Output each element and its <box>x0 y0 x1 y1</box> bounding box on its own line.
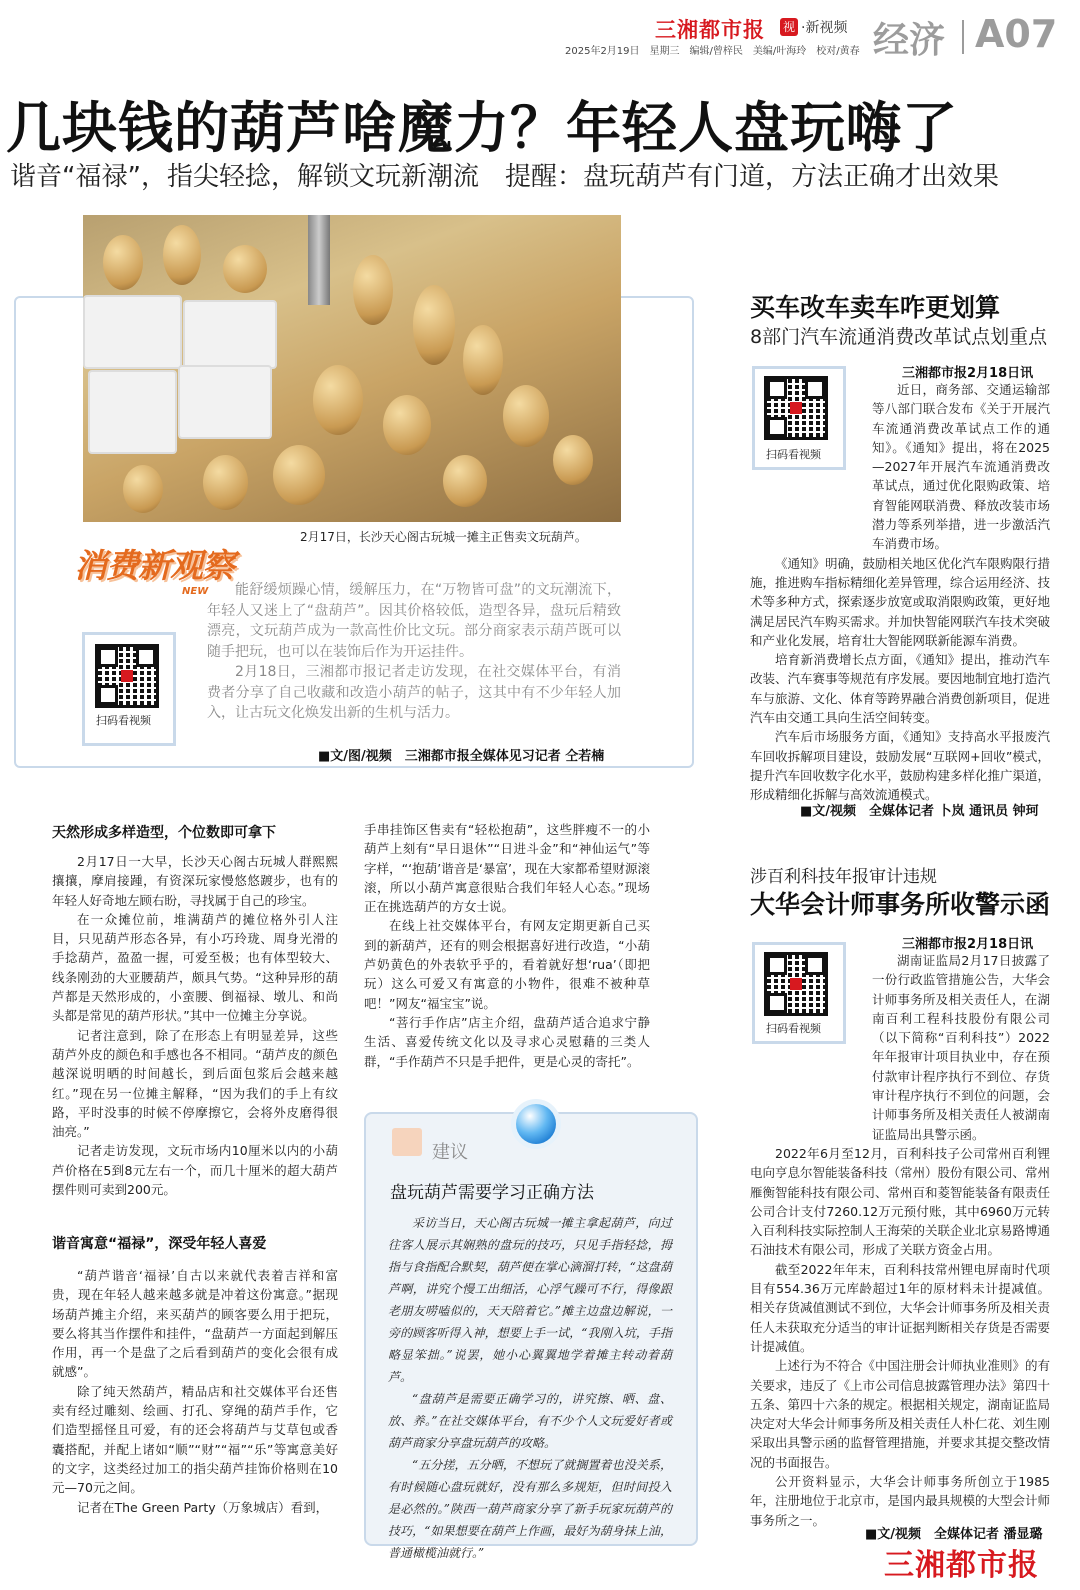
body-paragraph: 公开资料显示，大华会计师事务所创立于1985年，注册地位于北京市，是国内最具规模的大型会计师事务所之一。 <box>750 1474 1051 1528</box>
qr-label: 扫码看视频 <box>766 1022 821 1035</box>
photo-caption: 2月17日，长沙天心阁古玩城一摊主正售卖文玩葫芦。 <box>300 530 587 544</box>
intro-paragraph: 2月18日，三湘都市报记者走访发现，在社交媒体平台，有消费者分享了自己收藏和改造小葫芦的帖子，这其中有不少年轻人加入，让古玩文化焕发出新的生机与活力。 <box>207 664 621 721</box>
gourd-stall-photo <box>83 215 621 522</box>
suggestion-title: 盘玩葫芦需要学习正确方法 <box>390 1183 594 1203</box>
audit-byline: ■文/视频 全媒体记者 潘显璐 <box>865 1527 1043 1542</box>
qr-logo-icon <box>121 670 133 682</box>
gourd <box>383 395 431 455</box>
car-article-body <box>750 380 1050 805</box>
suggestion-paragraph: “盘葫芦是需要正确学习的，讲究擦、晒、盘、放、养。”在社交媒体平台，有不少个人文玩爱好者或葫芦商家分享盘玩葫芦的攻略。 <box>388 1392 672 1450</box>
body-paragraph: “菩行手作店”店主介绍，盘葫芦适合追求宁静生活、喜爱传统文化以及寻求心灵慰藉的三类人群，“手作葫芦不只是手把件，更是心灵的寄托”。 <box>364 1014 650 1069</box>
audit-dateline: 三湘都市报2月18日讯 <box>902 937 1034 952</box>
gourd <box>123 465 163 513</box>
photo-tray <box>88 370 177 454</box>
photo-tray <box>178 365 272 439</box>
body-paragraph: 汽车后市场服务方面，《通知》支持高水平报废汽车回收拆解项目建设，鼓励发展“互联网+回收”模式，提升汽车回收数字化水平，鼓励构建多样化推广渠道，形成精细化拆解与高效流通模式。 <box>750 729 1051 803</box>
car-byline: ■文/视频 全媒体记者 卜岚 通讯员 钟珂 <box>800 804 1039 819</box>
car-article-subtitle: 8部门汽车流通消费改革试点划重点 <box>750 326 1048 348</box>
audit-article-body <box>750 951 1050 1530</box>
body-paragraph: 上述行为不符合《中国注册会计师执业准则》的有关要求，违反了《上市公司信息披露管理办法》第四十五条、第四十六条的规定。根据相关规定，湖南证监局决定对大华会计师事务所及相关责任人朴仁花、刘生刚采取出具警示函的监督管理措施，并要求其提交整改情况的书面报告。 <box>750 1358 1051 1470</box>
article-byline: ■文/图/视频 三湘都市报全媒体见习记者 仝若楠 <box>318 749 605 764</box>
gourd <box>353 255 393 325</box>
body-paragraph: 培育新消费增长点方面，《通知》提出，推动汽车改装、汽车赛事等规范有序发展。要因地制宜地打造汽车与旅游、文化、体育等跨界融合消费创新项目，促进汽车由交通工具向生活空间转变。 <box>750 652 1051 726</box>
newspaper-brand: 三湘都市报 <box>655 18 765 42</box>
qr-corner <box>98 685 118 705</box>
qr-label: 扫码看视频 <box>96 714 151 727</box>
body-paragraph: “葫芦谐音‘福禄’自古以来就代表着吉祥和富贵，现在年轻人越来越多就是冲着这份寓意。”据现场葫芦摊主介绍，来买葫芦的顾客要么用于把玩，要么将其当作摆件和挂件，“盘葫芦一方面起到解压作用，再一个是盘了之后看到葫芦的变化会很有成就感”。 <box>52 1268 338 1380</box>
gourd <box>443 455 487 507</box>
gourd <box>163 225 201 285</box>
gourd <box>313 365 363 435</box>
photo-pole <box>308 215 330 305</box>
body-paragraph: 湖南证监局2月17日披露了一份行政监管措施公告，大华会计师事务所及相关责任人，在湖南百利工程科技股份有限公司（以下简称“百利科技”）2022年年报审计项目执业中，存在预付款审计程序执行不到位、存货审计程序执行不到位的问题，会计师事务所及相关责任人被湖南证监局出具警示函。 <box>872 953 1050 1142</box>
gourd <box>103 235 143 290</box>
body-paragraph: 记者在The Green Party（万象城店）看到， <box>77 1499 329 1515</box>
article-column-1b <box>52 1266 338 1517</box>
suggestion-paragraph: “五分搓，五分晒，不想玩了就搁置着也没关系，有时候随心盘玩就好，没有那么多规矩，但时间投入是必然的。”陕西一葫芦商家分享了新手玩家玩葫芦的技巧，“如果想要在葫芦上作画，最好为葫身抹上油，普通橄榄油就行。” <box>388 1458 672 1560</box>
body-paragraph: 手串挂饰区售卖有“轻松抱葫”，这些胖瘦不一的小葫芦上刻有“早日退休”“日进斗金”和“神仙运气”等字样，“‘抱葫’谐音是‘暴富’，现在大家都希望财源滚滚，所以小葫芦寓意很贴合我们年轻人心态。”现场正在挑选葫芦的方女士说。 <box>364 822 650 915</box>
gourd <box>503 385 549 447</box>
article-column-1a <box>52 852 338 1199</box>
section-name: 经济 <box>873 20 946 61</box>
body-paragraph: 2月17日一大早，长沙天心阁古玩城人群熙熙攘攘，摩肩接踵，有资深玩家慢悠悠踱步，也有的年轻人好奇地左顾右盼，寻找属于自己的珍宝。 <box>52 854 338 908</box>
car-dateline: 三湘都市报2月18日讯 <box>902 366 1034 381</box>
body-paragraph: 除了纯天然葫芦，精品店和社交媒体平台还售卖有经过雕刻、绘画、打孔、穿绳的葫芦手作，它们造型摇怪且可爱，有的还会将葫芦与艾草包或香囊搭配，并配上诸如“顺”“财”“福”“乐”等寓意美好的文字，这类经过加工的指尖葫芦挂饰价格则在10元—70元之间。 <box>52 1383 338 1496</box>
section-heading: 谐音寓意“福禄”，深受年轻人喜爱 <box>52 1236 267 1252</box>
footer-brand: 三湘都市报 <box>884 1548 1039 1583</box>
body-paragraph: 记者注意到，除了在形态上有明显差异，这些葫芦外皮的颜色和手感也各不相同。“葫芦皮的颜色越深说明晒的时间越长，到后面包浆后会越来越红。”现在另一位摊主解释，“因为我们的手上有纹路，平时没事的时候不停摩擦它，会将外皮磨得很油亮。” <box>52 1027 338 1140</box>
column-logo-en: NEW <box>182 586 209 597</box>
audit-article-title: 大华会计师事务所收警示函 <box>750 890 1051 919</box>
gourd <box>553 435 593 485</box>
body-paragraph: 截至2022年年末，百利科技常州锂电屏南时代项目有554.36万元库龄超过1年的原材料未计提减值。相关存货减值测试不到位，大华会计师事务所及相关责任人未获取充分适当的审计证据判断相关存货是否需要计提减值。 <box>750 1261 1051 1354</box>
gourd <box>203 455 248 510</box>
video-brand: ·新视频 <box>801 20 848 36</box>
section-heading: 天然形成多样造型，个位数即可拿下 <box>52 825 276 841</box>
bubble-icon <box>516 1104 556 1144</box>
qr-corner <box>98 647 118 667</box>
suggestion-paragraph: 采访当日，天心阁古玩城一摊主拿起葫芦，向过往客人展示其娴熟的盘玩的技巧，只见手指轻捻，拇指与食指配合默契，葫芦便在掌心滴溜打转，“这盘葫芦啊，讲究个慢工出细活，心浮气躁可不行，得像跟老朋友唠嗑似的，天天陪着它。”摊主边盘边解说，一旁的顾客听得入神，想要上手一试，“我刚入坑，手指略显笨拙。”说罢，她小心翼翼地学着摊主转动着葫芦。 <box>388 1216 672 1384</box>
gourd <box>273 445 325 505</box>
photo-tray <box>83 295 182 369</box>
intro-paragraph: 能舒缓烦躁心情，缓解压力，在“万物皆可盘”的文玩潮流下，年轻人又迷上了“盘葫芦”。因其价格较低，造型各异，盘玩后精致漂亮，文玩葫芦成为一款高性价比文玩。部分商家表示葫芦既可以随手把玩，也可以在装饰后作为开运挂件。 <box>207 582 621 660</box>
header-divider <box>962 20 964 54</box>
suggestion-text <box>388 1212 672 1564</box>
article-intro <box>207 580 621 724</box>
qr-label: 扫码看视频 <box>766 448 821 461</box>
main-subhead: 谐音“福禄”，指尖轻捻，解锁文玩新潮流 提醒：盘玩葫芦有门道，方法正确才出效果 <box>10 162 999 192</box>
photo-tray <box>183 300 277 369</box>
qr-code-icon[interactable] <box>95 644 159 708</box>
issue-date-line: 2025年2月19日 星期三 编辑/曾梓民 美编/叶海玲 校对/黄春 <box>565 46 860 57</box>
column-logo: 消费新观察 <box>74 546 234 585</box>
gourd <box>223 245 267 293</box>
body-paragraph: 《通知》明确，鼓励相关地区优化汽车限购限行措施，推进购车指标精细化差异管理，综合运用经济、技术等多种方式，探索逐步放宽或取消限购政策，更好地满足居民汽车购买需求。并加快智能网联汽车技术突破和产业化发展，培育壮大智能网联新能源车消费。 <box>750 555 1051 648</box>
speech-bubble-icon <box>392 1128 422 1156</box>
suggestion-label: 建议 <box>432 1142 468 1163</box>
body-paragraph: 在一众摊位前，堆满葫芦的摊位格外引人注目，只见葫芦形态各异，有小巧玲珑、周身光滑的手捻葫芦，盈盈一握，可爱至极；也有体型较大、线条刚劲的大亚腰葫芦，颇具气势。“这种异形的葫芦都是天然形成的，小蛮腰、倒福禄、墩儿、和尚头都是常见的葫芦形状。”其中一位摊主分享说。 <box>52 911 338 1024</box>
gourd <box>463 325 503 395</box>
car-article-title: 买车改车卖车咋更划算 <box>750 293 1001 322</box>
audit-kicker: 涉百利科技年报审计违规 <box>750 867 937 887</box>
gourd <box>413 285 455 365</box>
body-paragraph: 记者走访发现，文玩市场内10厘米以内的小葫芦价格在5到8元左右一个，而几十厘米的超大葫芦摆件则可卖到200元。 <box>52 1143 338 1198</box>
page-number: A07 <box>975 12 1058 56</box>
body-paragraph: 2022年6月至12月，百利科技子公司常州百利锂电向亨息尔智能装备科技（常州）股份有限公司、常州雁衡智能科技有限公司、常州百和菱智能装备有限责任公司合计支付7260.12万元预付账，其中6960万元转入百利科技实际控制人王海荣的关联企业北京易路博通石油技术有限公司，形成了关联方资金占用。 <box>750 1145 1051 1258</box>
main-headline: 几块钱的葫芦啥魔力？年轻人盘玩嗨了 <box>6 96 959 160</box>
body-paragraph: 在线上社交媒体平台，有网友定期更新自己买到的新葫芦，还有的则会根据喜好进行改造，“小葫芦奶黄色的外表软乎乎的，看着就好想‘rua’（即把玩）这么可爱又有寓意的小物件，很难不被种草吧！”网友“福宝宝”说。 <box>364 918 650 1011</box>
qr-corner <box>136 647 156 667</box>
video-logo-icon: 视 <box>780 18 798 36</box>
body-paragraph: 近日，商务部、交通运输部等八部门联合发布《关于开展汽车流通消费改革试点工作的通知》。《通知》提出，将在2025—2027年开展汽车流通消费改革试点，通过优化限购政策、培育智能网联消费、释放改装市场潜力等系列举措，进一步激活汽车消费市场。 <box>872 382 1050 552</box>
article-column-2 <box>364 820 650 1071</box>
